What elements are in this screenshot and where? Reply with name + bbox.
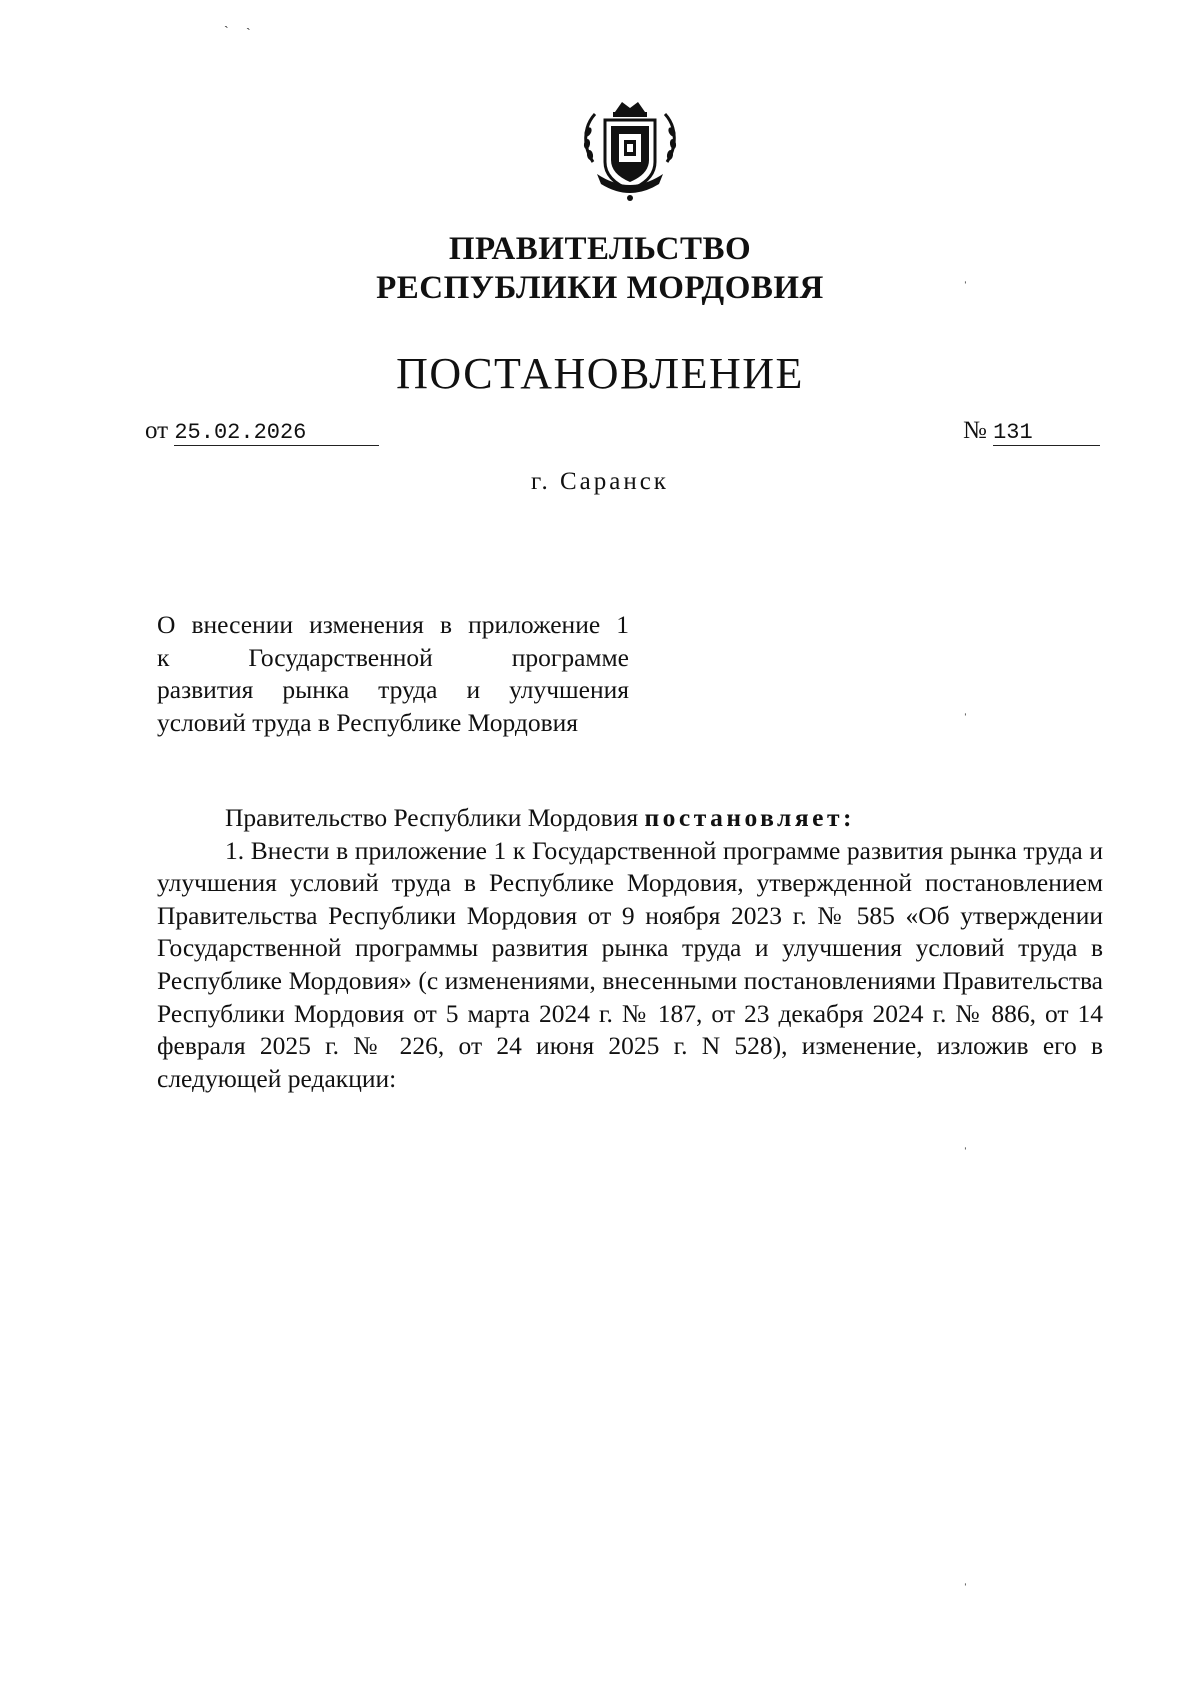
subject-line: развития рынка труда и улучшения <box>157 675 629 704</box>
scan-mark: ˎ <box>224 14 229 29</box>
document-date: 25.02.2026 <box>174 421 379 446</box>
organization-name-line1: ПРАВИТЕЛЬСТВО <box>448 231 752 267</box>
subject-line: к Государственной программе <box>157 642 629 672</box>
scan-mark: ˈ <box>963 280 968 295</box>
intro-keyword: постановляет: <box>644 803 855 832</box>
document-number-line <box>963 417 1100 446</box>
scan-mark: ˈ <box>963 1582 968 1597</box>
document-number: 131 <box>993 421 1100 446</box>
subject-line: О внесении изменения в приложение 1 <box>157 610 629 639</box>
document-date-line <box>145 417 379 446</box>
document-subject <box>157 609 629 739</box>
city-name: г. Саранск <box>531 468 669 495</box>
document-body <box>157 802 1103 1095</box>
resolution-intro <box>157 802 1103 835</box>
organization-name-line2: РЕСПУБЛИКИ МОРДОВИЯ <box>376 270 824 306</box>
date-prefix: от <box>145 417 169 444</box>
scan-mark: ˈ <box>963 1146 968 1161</box>
scan-mark: ˎ <box>246 16 251 31</box>
intro-text: Правительство Республики Мордовия <box>225 803 645 832</box>
document-type-title: ПОСТАНОВЛЕНИЕ <box>396 349 804 398</box>
subject-line: условий труда в Республике Мордовия <box>157 707 579 737</box>
coat-of-arms-icon <box>575 92 685 204</box>
scan-mark: ˈ <box>963 712 968 727</box>
number-prefix: № <box>963 417 987 444</box>
resolution-paragraph-1: 1. Внести в приложение 1 к Государственной программе развития рынка труда и улучшения условий труда в Республике Мордовия, утвержденной постановлением Правительства Республики Мордовия от 9 ноября 2023 г. № 585 «Об утверждении Государственной программы развития рынка труда и улучшения условий труда в Республике Мордовия» (с изменениями, внесенными постановлениями Правительства Республики Мордовия от 5 марта 2024 г. № 187, от 23 декабря 2024 г. № 886, от 14 февраля 2025 г. № 226, от 24 июня 2025 г. N 528), изменение, изложив его в следующей редакции: <box>157 835 1103 1093</box>
